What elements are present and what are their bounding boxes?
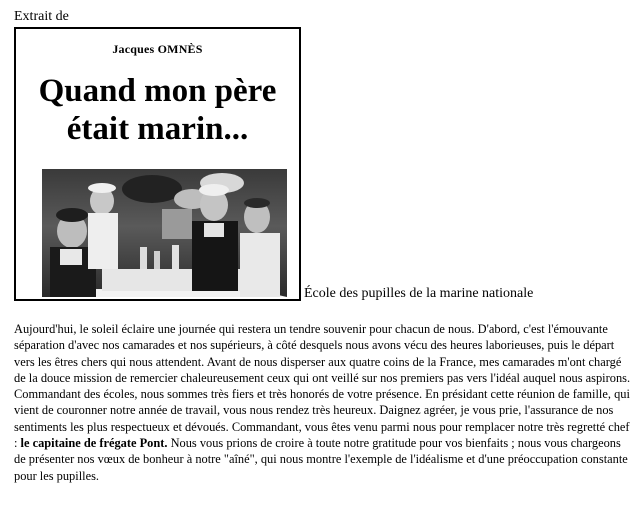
speech-part-2: Nous vous prions de croire à toute notre gratitude pour vos bienfaits ; nous vous chargeons de présenter nos vœux de bonheur à notre "aîné", qui nous montre l'exemple de l'idéalisme et d'une préoccupation constante pour les pupilles. — [14, 436, 628, 483]
speech-part-1: Aujourd'hui, le soleil éclaire une journée qui restera un tendre souvenir pour chacun de nous. D'abord, c'est l'émouvante séparation d'avec nos camarades et nos supérieurs, à côté desquels nous avons vécu des heures laborieuses, puis le départ vers les êtres chers qui nous attendent. Avant de nous disperser aux quatre coins de la France, mes camarades m'ont chargé de la douce mission de remercier chaleureusement ceux qui ont veillé sur nos premiers pas vers l'idéal auquel nous aspirons. Commandant des écoles, nous sommes très fiers et très honorés de votre présence. En présidant cette réunion de famille, qui vient de couronner notre année de travail, vous nous rendez très heureux. Daignez agréer, je vous prie, l'assurance de nos sentiments les plus respectueux et dévoués. Commandant, vous êtes venu parmi nous pour remplacer notre très regretté chef : — [14, 322, 631, 451]
photo-caption: École des pupilles de la marine nationale — [304, 286, 534, 301]
book-title-line-1: Quand mon père — [38, 73, 277, 109]
speech-text — [14, 321, 632, 484]
book-title-line-2: était marin... — [66, 111, 249, 147]
book-cover — [14, 27, 301, 301]
speech-bold-name: le capitaine de frégate Pont. — [20, 436, 168, 451]
sailors-photo — [42, 169, 287, 297]
book-author: Jacques OMNÈS — [112, 42, 203, 56]
intro-label: Extrait de — [14, 9, 69, 24]
